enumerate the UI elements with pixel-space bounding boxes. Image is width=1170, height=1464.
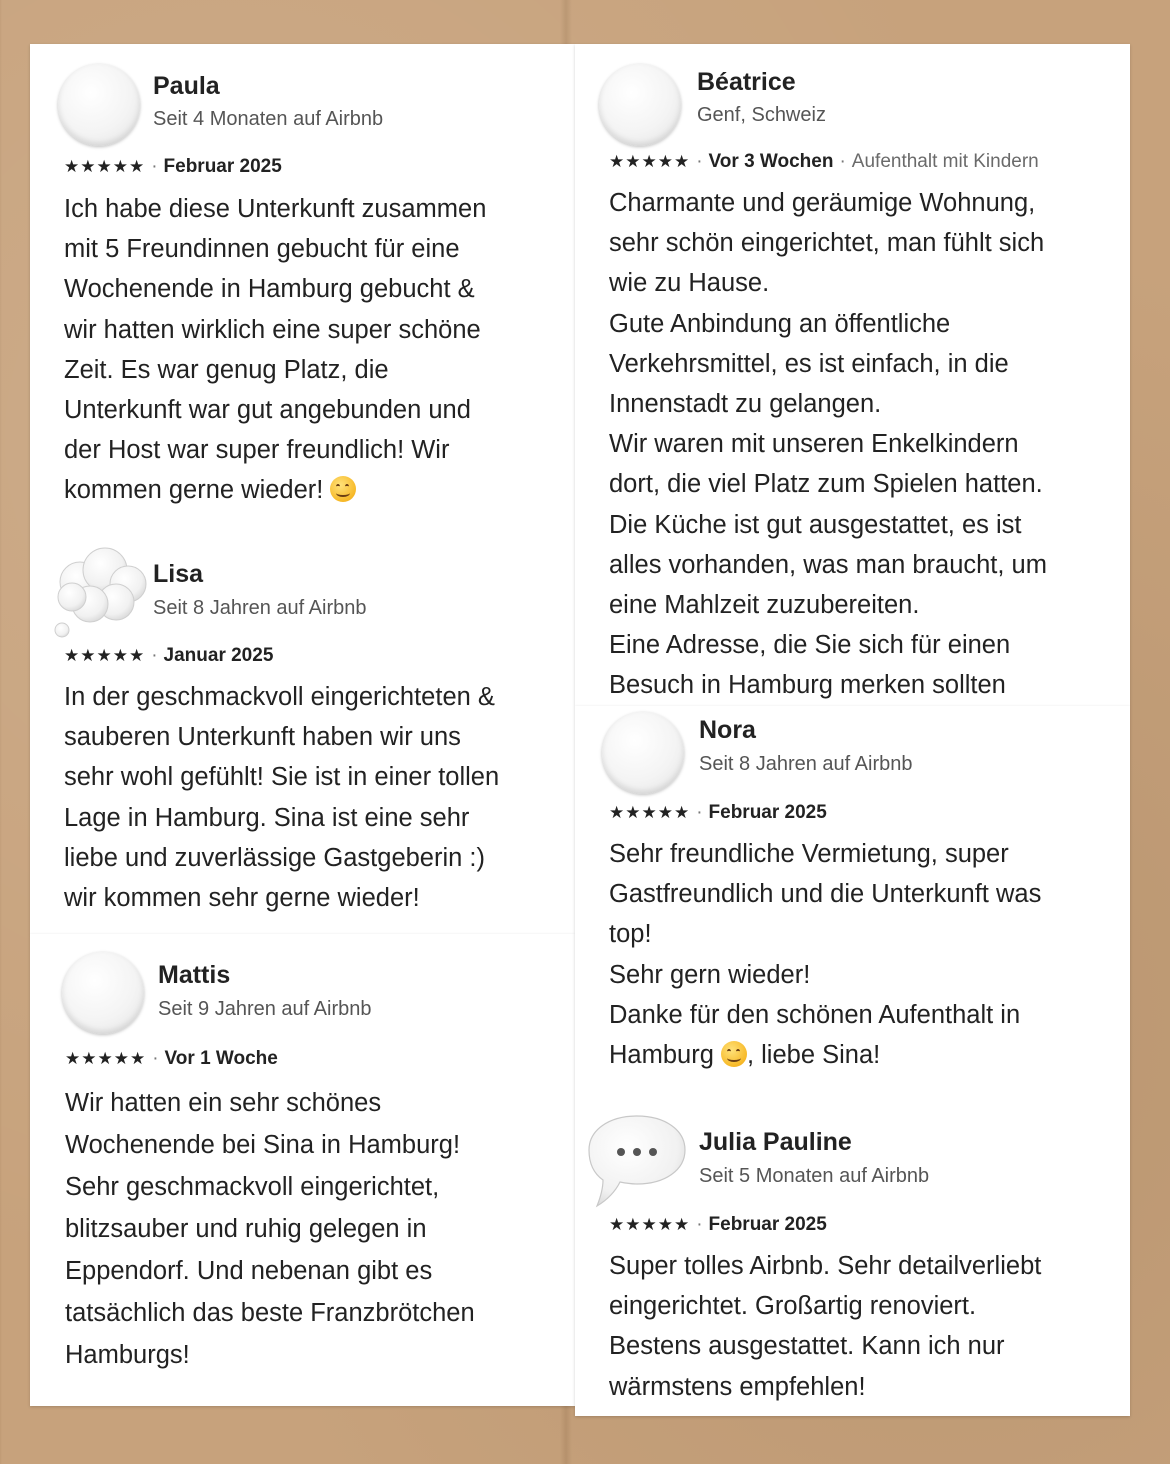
avatar-nora[interactable] xyxy=(602,712,684,794)
stay-type: Aufenthalt mit Kindern xyxy=(851,151,1039,172)
review-date: Vor 1 Woche xyxy=(164,1048,278,1069)
review-date: Februar 2025 xyxy=(708,802,827,823)
review-text: Sehr freundliche Vermietung, super Gastfreundlich und die Unterkunft was top! Sehr gern wieder! Danke für den schönen Aufenthalt in Hamburg , liebe Sina! xyxy=(609,840,1042,1070)
reviewer-name[interactable]: Nora xyxy=(699,716,756,744)
smile-emoji-icon xyxy=(721,1041,747,1067)
rating-stars: ★★★★★ xyxy=(65,1049,147,1068)
rating-stars: ★★★★★ xyxy=(609,152,691,171)
review-meta: ★★★★★ · Vor 1 Woche xyxy=(65,1048,278,1069)
review-meta: ★★★★★ · Vor 3 Wochen · Aufenthalt mit Kindern xyxy=(609,151,1039,172)
review-text: Charmante und geräumige Wohnung, sehr schön eingerichtet, man fühlt sich wie zu Hause. Gute Anbindung an öffentliche Verkehrsmittel, es ist einfach, in die Innenstadt zu gelangen. Wir waren mit unseren Enkelkindern dort, die viel Platz zum Spielen hatten. Die Küche ist gut ausgestattet, es ist alles vorhanden, was man braucht, um eine Mahlzeit zuzubereiten. Eine Adresse, die Sie sich für einen Besuch in Hamburg merken sollten xyxy=(609,189,1047,700)
reviewer-name[interactable]: Lisa xyxy=(153,560,204,588)
avatar-mattis[interactable] xyxy=(62,952,144,1034)
rating-stars: ★★★★★ xyxy=(609,803,691,822)
speech-bubble-icon xyxy=(585,1110,689,1210)
avatar-paula[interactable] xyxy=(58,64,140,146)
reviewer-subtitle: Seit 5 Monaten auf Airbnb xyxy=(699,1165,930,1187)
review-date: Februar 2025 xyxy=(708,1214,827,1235)
review-date: Januar 2025 xyxy=(163,645,274,666)
smile-emoji-icon xyxy=(330,476,356,502)
review-meta: ★★★★★ · Januar 2025 xyxy=(64,645,274,666)
reviewer-name[interactable]: Béatrice xyxy=(697,68,796,96)
rating-stars: ★★★★★ xyxy=(64,646,146,665)
reviewer-subtitle: Seit 4 Monaten auf Airbnb xyxy=(153,108,384,130)
review-date: Februar 2025 xyxy=(163,156,282,177)
review-card-beatrice xyxy=(575,44,1130,706)
thought-bubble-icon xyxy=(50,542,150,642)
review-meta: ★★★★★ · Februar 2025 xyxy=(609,802,827,823)
review-meta: ★★★★★ · Februar 2025 xyxy=(64,156,282,177)
reviewer-subtitle: Seit 8 Jahren auf Airbnb xyxy=(153,597,367,619)
review-card-mattis xyxy=(30,934,575,1406)
reviewer-subtitle: Seit 9 Jahren auf Airbnb xyxy=(158,998,372,1020)
review-card-paula-lisa xyxy=(30,44,575,934)
review-card-nora-julia xyxy=(575,706,1130,1416)
review-text: Super tolles Airbnb. Sehr detailverliebt eingerichtet. Großartig renoviert. Bestens ausgestattet. Kann ich nur wärmstens empfehlen! xyxy=(609,1252,1042,1401)
review-date: Vor 3 Wochen xyxy=(708,151,834,172)
review-meta: ★★★★★ · Februar 2025 xyxy=(609,1214,827,1235)
avatar-beatrice[interactable] xyxy=(599,64,681,146)
reviewer-subtitle: Seit 8 Jahren auf Airbnb xyxy=(699,753,913,775)
reviewer-name[interactable]: Mattis xyxy=(158,961,231,989)
rating-stars: ★★★★★ xyxy=(64,157,146,176)
reviewer-name[interactable]: Paula xyxy=(153,72,220,100)
review-text: Ich habe diese Unterkunft zusammen mit 5 Freundinnen gebucht für eine Wochenende in Hamburg gebucht & wir hatten wirklich eine super schöne Zeit. Es war genug Platz, die Unterkunft war gut angebunden und der Host war super freundlich! Wir kommen gerne wieder! xyxy=(64,195,487,505)
review-text: In der geschmackvoll eingerichteten & sauberen Unterkunft haben wir uns sehr wohl gefühlt! Sie ist in einer tollen Lage in Hamburg. Sina ist eine sehr liebe und zuverlässige Gastgeberin :) wir kommen sehr gerne wieder! xyxy=(64,683,500,913)
reviewer-subtitle: Genf, Schweiz xyxy=(697,104,826,126)
review-text: Wir hatten ein sehr schönes Wochenende bei Sina in Hamburg! Sehr geschmackvoll eingerichtet, blitzsauber und ruhig gelegen in Eppendorf. Und nebenan gibt es tatsächlich das beste Franzbrötchen Hamburgs! xyxy=(65,1089,475,1369)
rating-stars: ★★★★★ xyxy=(609,1215,691,1234)
reviewer-name[interactable]: Julia Pauline xyxy=(699,1128,852,1156)
